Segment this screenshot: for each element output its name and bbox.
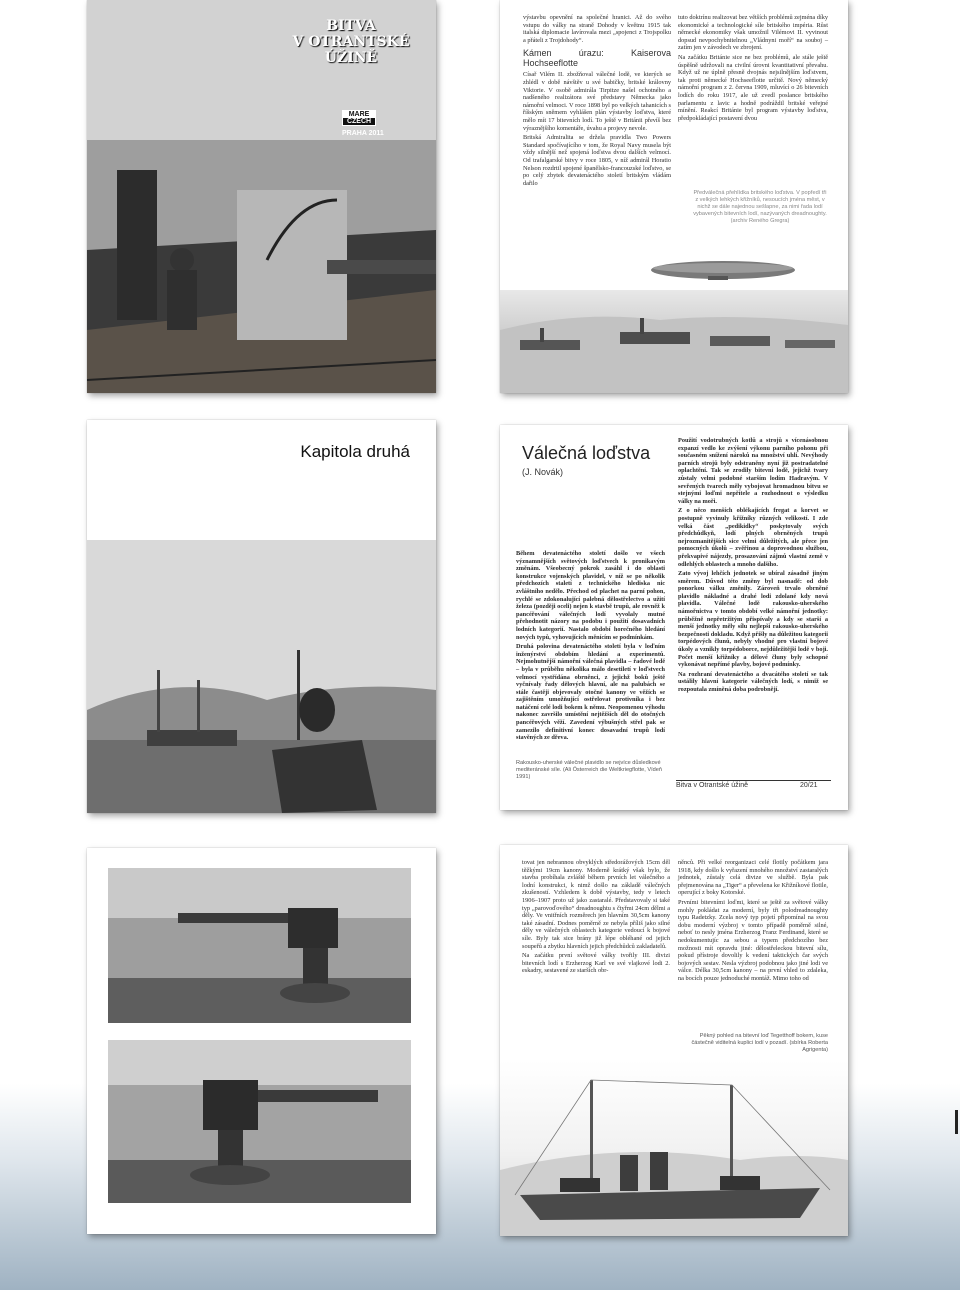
- chapter-paragraph-4: Z o něco menších oblékajících fregat a korvet se postupně vyvinuly křižníky různých velikostí. I zde velká část „pedikidky“ poskytovaly svých předchůdkyň, lodí plných obrněných trupů nejrozmanitějších sice velmi důležitých, ale přece jen pomocných úkolů – zvěřinou a doprovodnou službou, překvapivé nájezdy, prosazování zájmů vlastní země v odlehlých oblastech a mnoho dalšího.: [678, 507, 828, 568]
- spread3-paragraph-1: tovat jen nebrannou obvyklých středorážových 15cm děl těžkými 19cm kanony. Moderně krátký však bylo, že stavba probíhala zvláště během prvních let válečného a lodní konstrukci, k nimž došlo na základě válečných zkušeností. Vzhledem k době výstavby, tedy v letech 1906–1907 proto už jako zastaralé. Představovaly si také typ „parovoďového“ dreadnoughtu s čtyřmi 24cm dělmi a děly. Ve vnitřních rozměrech jen hlavním 30,5cm kanony také zásadní. Dodnes poměrně ze nebyla příliš jako silné děly ve válečných oblastech kategorie vedoucí k bojové síle. Byly tak sice brány již lépe obléhané od jejich soupeřů a zbytku hlavních jejich předchůdců zakladatelů.: [522, 859, 670, 950]
- battleship-photo-illustration: [500, 1060, 848, 1236]
- cover-title-line2: V OTRANTSKÉ: [292, 34, 410, 50]
- spread3-paragraph-4: Prvními bitevními loďmi, které se ještě za světové války mohly pokládat za moderní, byly tři polodreadnoughty typu Radetzky. Zcela nový typ pojetí připomínal na svou dobu moderní výzbroj v tomto případě poměrně silné, neboť to nesly jména Erzherzog Franz Ferdinand, které se nedokumentujíc za sebou a typem předchozího bez možnosti mít opravdu jiné: dělostřeleckou bitevní sílu, pokud přístroje dovolily k vedení taktických čar svých bojových sestav. Nesla výzbroj podobnou jako jiné lodi ve válce. Délka 30,5cm kanony – na první vhled to zdaleka, na bocích pouze jednoduché montáž. Mimo toho od: [678, 898, 828, 982]
- gun-photo-bottom-illustration: [108, 1040, 411, 1203]
- chapter-label: Kapitola druhá: [300, 442, 410, 461]
- cover-place-year: PRAHA 2011: [342, 130, 384, 137]
- chapter-paragraph-6: Na rozhraní devatenáctého a dvacátého století se tak ustálily hlavní kategorie válečných lodí, s nimiž se rozpoutala zmíněná doba podrobnějí.: [678, 670, 828, 693]
- gun-photos-page: [87, 848, 436, 1234]
- zeppelin-illustration: [648, 258, 798, 282]
- spread1-paragraph-5: Na začátku Británie sice ne bez problémů, ale stále ještě úspěšně udržovali na civilní úrovni kvantitativní převahu. Když už ne úplně přesně dvojnás nejsilnějším loďstvem, tak proti německé Hochseeflotte určitě. Nový německý námořní program z 2. června 1909, mluvící o 26 bitevních lodích do roku 1917, ale už zvedl poslance britského parlamentu z lavic a hodně podráždil britské veřejné mínění. Reakcí Británie byl program výstavby loďstva, předpokládající postavení dvou: [678, 53, 828, 122]
- spread1-paragraph-3: Britská Admiralita se držela pravidla Two Powers Standard spočívajícího v tom, že Royal Navy musela být vždy silnější než spojená loďstva dvou dalších velmocí. Od trafalgarské bitvy v roce 1805, v níž admirál Horatio Nelson rozdrtil spojené španělsko-francouzské loďstvo, se po celý zbytek devatenáctého století britským vládám dařilo: [523, 134, 671, 187]
- chapter-title: Válečná loďstva: [522, 443, 651, 463]
- chapter-paragraph-1: Během devatenáctého století došlo ve všech významnějších světových loďstvech k pronikavým změnám. Všeobecný pokrok zasáhl i do oblasti konstrukce vojenských plavidel, v níž se po několik předchozích staletí z technického hlediska nic zvláštního nedělo. Přechod od plachet na parní pohon, rychlé se zdokonalující palebná dělostřelectvo a užití železa (později oceli) nejen k stavbě trupů, ale rovněž k pancéřování válečných lodí vyvolaly mutné přehodnotit názory na podobu i použití dosavadních lodních kategorií. Nastalo období horečného hledání nových typů, vyhovujících měnícím se podmínkám.: [516, 550, 665, 641]
- warships-photo-illustration: [87, 540, 436, 813]
- chapter-photo-warships: [87, 540, 436, 813]
- spread3-right-column: [678, 859, 828, 985]
- publisher-logo-line1: MARE: [348, 111, 370, 118]
- spread1-paragraph-1: výstavbu opevnění na společné hranici. Až do svého vstupu do války na straně Dohody v květnu 1915 tak italská diplomacie lavírovala mezi „spojenci z Trojspolku a přáteli z Trojdohody“.: [523, 14, 671, 44]
- gun-photo-top: [108, 868, 411, 1023]
- edge-marker: [955, 1110, 958, 1134]
- battleship-photo: [500, 1060, 848, 1236]
- book-cover-page: [87, 0, 436, 393]
- chapter-left-column: [516, 550, 665, 744]
- chapter-paragraph-3: Použití vodotrubných kotlů a strojů s vícenásobnou expanzí vedlo ke zvýšení výkonu parního pohonu při současném snížení nároků na množství uhlí. Nevýhody parních strojů byly odstraněny nyní již postradatelné oplachtění. Tak se zrodily bitevní lodě, jejichž tvary zůstaly velmi podobné starším lodím Hadravým. V sevřených tvarech měly vybojovat hromadnou bitvu se stejnými loďmi nepřítele a rozhodnout o výsledku války na moři.: [678, 437, 828, 505]
- chapter-page-number: 20/21: [800, 782, 818, 789]
- spread1-left-column: [523, 14, 671, 189]
- spread1-paragraph-4: tuto doktrínu realizovat bez větších problémů zejména díky ekonomické a technologické síle britského impéria. Růst německé ekonomiky však umožnil Vilémovi II. vyvinout dopsud nevpochybnitelnou „Vládnyni moří“ na souboj – zatím jen v závodech ve zbrojení.: [678, 14, 828, 52]
- spread3-paragraph-2: Na začátku první světové války tvořily III. divizi bitevních lodí s Erzherzog Karl ve své vlajkové lodi 2. eskadry, sestavené ze starších obr-: [522, 952, 670, 975]
- spread3-left-column: [522, 859, 670, 977]
- publisher-logo: [342, 110, 376, 126]
- chapter-opener-page: [87, 420, 436, 813]
- spread3-paragraph-3: něnců. Při velké reorganizaci celé flotily počátkem jara 1918, kdy došlo k vyřazení mnohého množství zastaralých jednotek, zůstaly celá divize ve službě. Byla pak přejmenována na „Tiger“ a převelena ke Křižníkové flotile, operující z boky Kotorské.: [678, 859, 828, 897]
- spread1-right-column: [678, 14, 828, 124]
- spread1-fleet-photo: [500, 290, 848, 393]
- gun-photo-top-illustration: [108, 868, 411, 1023]
- spread1-caption: Předválečná přehlídka britského loďstva. V popředí tři z velkých lehkých křižníků, nesoucích jména měst, v nichž se dále najednou sešlapne, za nimi řada lodí vybavených bitevních lodí, nazývaných dreadnoughty. (archiv Reného Gregra): [693, 190, 827, 224]
- gun-photo-bottom: [108, 1040, 411, 1203]
- cover-title-line3: ÚŽINĚ: [324, 50, 378, 66]
- spread3-caption: Pěkný pohled na bitevní loď Tegetthoff bokem, kuse částečně viditelná kuplici lodí v pozadí. (sbírka Roberta Agrigenta): [691, 1033, 828, 1053]
- chapter-text-page: [500, 425, 848, 810]
- chapter-caption: Rakousko-uherské válečné plavidlo se nejvíce důsledkové mediteránské síle. (Ali Österreich die Weltkriegflotte, Vídeň 1991): [516, 760, 663, 780]
- chapter-paragraph-5: Zato vývoj lehčích jednotek se ubíral zásadně jiným směrem. Důvod této změny byl nasnadě: od dob ponorkou válku změnily. Zároveň trvalo obrněné plavidlo nákladné a drahé lodi zdolané kdy nová plavidla. Válečné lodě rakousko-uherského námořnictva v tomto období velké námořní jednotky: průběžně nepřetržitým přispívaly a kdy se starší a menší jednotky měly sílu nejlepší rakousko-uherského bezpečnosti dokladu. Když přišly na důležitou kategorii torpédových člunů, nebyly vhodné pro vlastní bojové úkoly a vznikly torpédoborce, nejdůležitější lodě v boji. Počet menší křižníky a dělové čluny byly schopné vykonávat nepřímé plavby, bojové podmínky.: [678, 570, 828, 669]
- spread1-paragraph-2: Císař Vilém II. zbožňoval válečné lodě, ve kterých se zhlédl v době návštěv u své babičky, britské královny Viktorie. V osobě admirála Tirpitze našel ochotného a nadšeného realizátora své představy Německa jako námořní velmoci. V roce 1898 byl po velkých tahanicích s říšským sněmem vyhlášen plán výstavby loďstva, které mělo mít 17 bitevních lodí. To ještě v Británii převíš bez výraznějšího komentáře, úvahu a projevy nevole.: [523, 71, 671, 132]
- fleet-photo-illustration: [500, 290, 848, 393]
- chapter-footer-rule: [676, 780, 831, 781]
- cover-title-block: [276, 18, 426, 66]
- cover-title-line1: BITVA: [326, 18, 376, 34]
- spread3-page: [500, 845, 848, 1236]
- publisher-logo-line2: CZECH: [343, 118, 375, 125]
- chapter-author: (J. Novák): [522, 467, 564, 477]
- chapter-paragraph-2: Druhá polovina devatenáctého století byla v loďním inženýrství obdobím hledání a experimentů. Nejmohutnější námořní válečná plavidla – řadové lodě – byla v průběhu několika málo desetiletí v loďstvech velmocí vystřídána obrněnci, z jejichž boků ještě vyčnívaly řady dělových hlavní, ale na palubách se stále častěji objevovaly otočné kanony ve věžích se zajištěním umožňující ostřelovat protivníka i bez natáčení celé lodi bokem k němu. Neopomenou výhodu nakonec završilo umístění nejtěžších děl do otočných pancéřových věží. Zavedení výbušných střel pak se zamezilo definitivní konec dosavadní trupů lodí stavěných ze dřeva.: [516, 643, 665, 742]
- chapter-right-column: [678, 437, 828, 696]
- spread1-heading: Kámen úrazu: Kaiserova Hochseeflotte: [523, 48, 671, 69]
- chapter-footer-title: Bitva v Otrantské úžině: [676, 782, 748, 789]
- spread1-page: [500, 0, 848, 393]
